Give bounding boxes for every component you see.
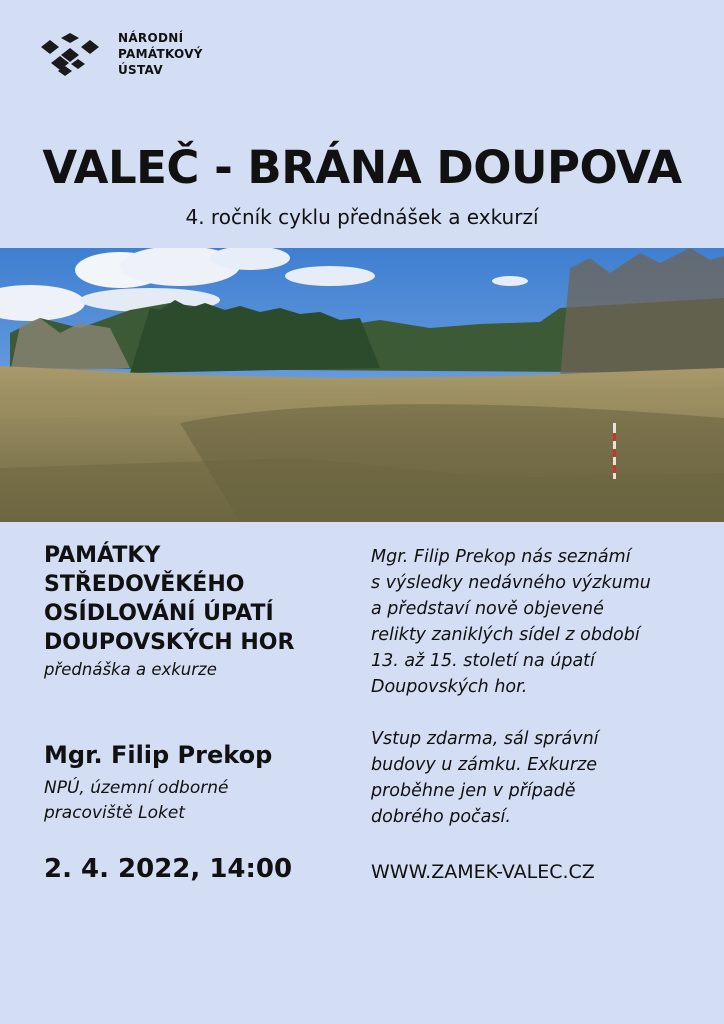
topic-line-4: DOUPOVSKÝCH HOR	[44, 630, 295, 655]
admission-line: Vstup zdarma, sál správní	[371, 729, 599, 749]
npu-logo-icon	[38, 33, 106, 77]
event-datetime: 2. 4. 2022, 14:00	[44, 854, 293, 884]
admission-line: budovy u zámku. Exkurze	[371, 755, 598, 775]
description-line: relikty zaniklých sídel z období	[371, 625, 640, 645]
logo-wordmark	[118, 30, 203, 78]
logo-line-2: PAMÁTKOVÝ	[118, 47, 203, 61]
landscape-photo	[0, 248, 724, 522]
logo-line-1: NÁRODNÍ	[118, 31, 184, 45]
affiliation-line-2: pracoviště Loket	[44, 803, 185, 823]
event-type: přednáška a exkurze	[44, 660, 217, 679]
description-line: Doupovských hor.	[371, 677, 528, 697]
affiliation-line-1: NPÚ, územní odborné	[44, 778, 229, 798]
speaker-affiliation	[44, 776, 228, 826]
admission-line: proběhne jen v případě	[371, 781, 576, 801]
topic-line-2: STŘEDOVĚKÉHO	[44, 572, 245, 597]
logo-line-3: ÚSTAV	[118, 63, 163, 77]
lecture-topic	[44, 541, 354, 679]
description-line: Mgr. Filip Prekop nás seznámí	[371, 547, 631, 567]
description-line: 13. až 15. století na úpatí	[371, 651, 595, 671]
topic-line-1: PAMÁTKY	[44, 543, 161, 568]
website-link[interactable]: WWW.ZAMEK-VALEC.CZ	[371, 861, 595, 883]
topic-line-3: OSÍDLOVÁNÍ ÚPATÍ	[44, 601, 274, 626]
organization-logo	[38, 30, 238, 80]
admission-line: dobrého počasí.	[371, 807, 511, 827]
event-title: VALEČ - BRÁNA DOUPOVA	[42, 141, 682, 194]
speaker-name: Mgr. Filip Prekop	[44, 741, 273, 769]
event-description	[371, 544, 711, 830]
event-subtitle: 4. ročník cyklu přednášek a exkurzí	[185, 205, 539, 229]
description-line: a představí nově objevené	[371, 599, 604, 619]
description-line: s výsledky nedávného výzkumu	[371, 573, 651, 593]
